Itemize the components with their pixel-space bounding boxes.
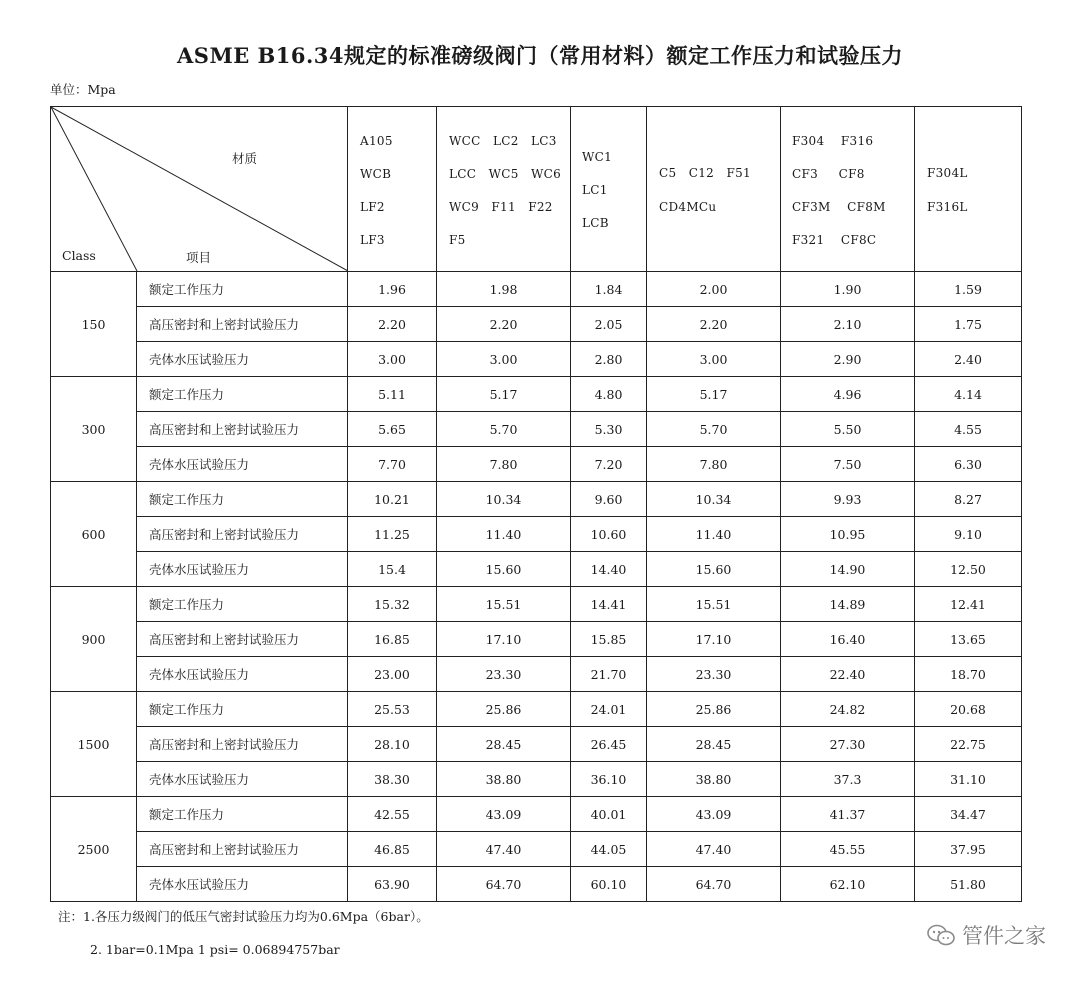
value-cell: 2.20 [437,307,571,342]
value-cell: 1.96 [348,272,437,307]
value-cell: 25.53 [348,692,437,727]
chat-bubbles-icon [926,923,956,947]
value-cell: 13.65 [915,622,1022,657]
item-label: 壳体水压试验压力 [137,342,348,377]
value-cell: 2.40 [915,342,1022,377]
item-label: 额定工作压力 [137,482,348,517]
value-cell: 14.90 [781,552,915,587]
value-cell: 7.20 [571,447,647,482]
value-cell: 2.05 [571,307,647,342]
value-cell: 11.40 [647,517,781,552]
table-row [51,657,1022,692]
material-col-1: A105 WCB LF2 LF3 [348,107,437,272]
item-label: 壳体水压试验压力 [137,762,348,797]
corner-item-label: 项目 [186,250,212,265]
value-cell: 5.17 [437,377,571,412]
value-cell: 7.70 [348,447,437,482]
value-cell: 3.00 [348,342,437,377]
item-label: 高压密封和上密封试验压力 [137,412,348,447]
value-cell: 1.90 [781,272,915,307]
page-title: ASME B16.34规定的标准磅级阀门（常用材料）额定工作压力和试验压力 [176,43,904,68]
value-cell: 51.80 [915,867,1022,902]
value-cell: 10.34 [437,482,571,517]
class-cell: 900 [51,587,137,692]
watermark [926,920,1046,950]
item-label: 壳体水压试验压力 [137,552,348,587]
value-cell: 10.60 [571,517,647,552]
table-row [51,622,1022,657]
value-cell: 2.00 [647,272,781,307]
value-cell: 1.98 [437,272,571,307]
item-label: 高压密封和上密封试验压力 [137,307,348,342]
note-1: 注：1.各压力级阀门的低压气密封试验压力均为0.6Mpa（6bar）。 [58,909,429,924]
value-cell: 2.80 [571,342,647,377]
value-cell: 63.90 [348,867,437,902]
value-cell: 28.45 [437,727,571,762]
item-label: 高压密封和上密封试验压力 [137,727,348,762]
value-cell: 9.60 [571,482,647,517]
value-cell: 28.45 [647,727,781,762]
value-cell: 11.25 [348,517,437,552]
value-cell: 15.60 [647,552,781,587]
value-cell: 4.14 [915,377,1022,412]
note-2: 2. 1bar=0.1Mpa 1 psi= 0.06894757bar [90,942,340,957]
item-label: 壳体水压试验压力 [137,657,348,692]
value-cell: 64.70 [647,867,781,902]
value-cell: 3.00 [437,342,571,377]
value-cell: 28.10 [348,727,437,762]
table-row [51,797,1022,832]
value-cell: 23.30 [437,657,571,692]
value-cell: 3.00 [647,342,781,377]
value-cell: 64.70 [437,867,571,902]
value-cell: 18.70 [915,657,1022,692]
table-row [51,762,1022,797]
value-cell: 46.85 [348,832,437,867]
value-cell: 10.34 [647,482,781,517]
value-cell: 24.82 [781,692,915,727]
class-cell: 1500 [51,692,137,797]
value-cell: 7.80 [647,447,781,482]
value-cell: 37.3 [781,762,915,797]
value-cell: 38.80 [647,762,781,797]
pressure-table [50,106,1022,902]
value-cell: 9.93 [781,482,915,517]
item-label: 额定工作压力 [137,692,348,727]
table-row [51,307,1022,342]
value-cell: 27.30 [781,727,915,762]
diagonal-lines [51,107,348,271]
value-cell: 8.27 [915,482,1022,517]
value-cell: 15.51 [437,587,571,622]
value-cell: 17.10 [647,622,781,657]
item-label: 高压密封和上密封试验压力 [137,832,348,867]
class-cell: 2500 [51,797,137,902]
material-col-5: F304 F316 CF3 CF8 CF3M CF8M F321 CF8C [781,107,915,272]
table-row [51,272,1022,307]
value-cell: 15.4 [348,552,437,587]
value-cell: 2.90 [781,342,915,377]
material-col-2: WCC LC2 LC3 LCC WC5 WC6 WC9 F11 F22 F5 [437,107,571,272]
item-label: 额定工作压力 [137,797,348,832]
value-cell: 21.70 [571,657,647,692]
value-cell: 15.60 [437,552,571,587]
table-row [51,552,1022,587]
value-cell: 15.51 [647,587,781,622]
value-cell: 23.30 [647,657,781,692]
header-row [51,107,1022,272]
value-cell: 1.59 [915,272,1022,307]
value-cell: 5.11 [348,377,437,412]
value-cell: 62.10 [781,867,915,902]
watermark-text: 管件之家 [962,924,1046,948]
value-cell: 42.55 [348,797,437,832]
value-cell: 22.40 [781,657,915,692]
table-row [51,832,1022,867]
value-cell: 60.10 [571,867,647,902]
table-row [51,447,1022,482]
value-cell: 2.10 [781,307,915,342]
material-col-3: WC1 LC1 LCB [571,107,647,272]
value-cell: 34.47 [915,797,1022,832]
value-cell: 24.01 [571,692,647,727]
value-cell: 45.55 [781,832,915,867]
value-cell: 12.50 [915,552,1022,587]
class-cell: 300 [51,377,137,482]
unit-label: 单位：Mpa [50,82,116,97]
table-row [51,342,1022,377]
item-label: 额定工作压力 [137,587,348,622]
value-cell: 15.32 [348,587,437,622]
corner-class-label: Class [62,248,96,263]
table-row [51,377,1022,412]
value-cell: 9.10 [915,517,1022,552]
value-cell: 25.86 [437,692,571,727]
value-cell: 37.95 [915,832,1022,867]
value-cell: 5.50 [781,412,915,447]
table-row [51,587,1022,622]
value-cell: 41.37 [781,797,915,832]
value-cell: 15.85 [571,622,647,657]
value-cell: 4.80 [571,377,647,412]
value-cell: 16.40 [781,622,915,657]
value-cell: 25.86 [647,692,781,727]
table-row [51,867,1022,902]
value-cell: 11.40 [437,517,571,552]
item-label: 壳体水压试验压力 [137,867,348,902]
corner-material-label: 材质 [232,151,258,166]
value-cell: 22.75 [915,727,1022,762]
value-cell: 7.80 [437,447,571,482]
value-cell: 38.30 [348,762,437,797]
class-cell: 150 [51,272,137,377]
item-label: 高压密封和上密封试验压力 [137,517,348,552]
class-cell: 600 [51,482,137,587]
item-label: 额定工作压力 [137,272,348,307]
value-cell: 17.10 [437,622,571,657]
table-row [51,412,1022,447]
value-cell: 20.68 [915,692,1022,727]
item-label: 高压密封和上密封试验压力 [137,622,348,657]
value-cell: 26.45 [571,727,647,762]
value-cell: 5.70 [437,412,571,447]
table-row [51,482,1022,517]
value-cell: 10.21 [348,482,437,517]
value-cell: 4.55 [915,412,1022,447]
header-corner-cell [51,107,348,272]
item-label: 壳体水压试验压力 [137,447,348,482]
value-cell: 5.70 [647,412,781,447]
value-cell: 14.89 [781,587,915,622]
table-row [51,517,1022,552]
value-cell: 44.05 [571,832,647,867]
value-cell: 7.50 [781,447,915,482]
value-cell: 43.09 [647,797,781,832]
item-label: 额定工作压力 [137,377,348,412]
value-cell: 16.85 [348,622,437,657]
value-cell: 6.30 [915,447,1022,482]
value-cell: 2.20 [647,307,781,342]
value-cell: 14.40 [571,552,647,587]
value-cell: 14.41 [571,587,647,622]
table-row [51,727,1022,762]
value-cell: 40.01 [571,797,647,832]
value-cell: 12.41 [915,587,1022,622]
value-cell: 10.95 [781,517,915,552]
value-cell: 2.20 [348,307,437,342]
value-cell: 23.00 [348,657,437,692]
table-row [51,692,1022,727]
value-cell: 1.75 [915,307,1022,342]
value-cell: 36.10 [571,762,647,797]
value-cell: 5.65 [348,412,437,447]
material-col-4: C5 C12 F51 CD4MCu [647,107,781,272]
value-cell: 47.40 [437,832,571,867]
value-cell: 38.80 [437,762,571,797]
value-cell: 43.09 [437,797,571,832]
value-cell: 47.40 [647,832,781,867]
value-cell: 5.17 [647,377,781,412]
value-cell: 31.10 [915,762,1022,797]
value-cell: 5.30 [571,412,647,447]
material-col-6: F304L F316L [915,107,1022,272]
value-cell: 1.84 [571,272,647,307]
value-cell: 4.96 [781,377,915,412]
